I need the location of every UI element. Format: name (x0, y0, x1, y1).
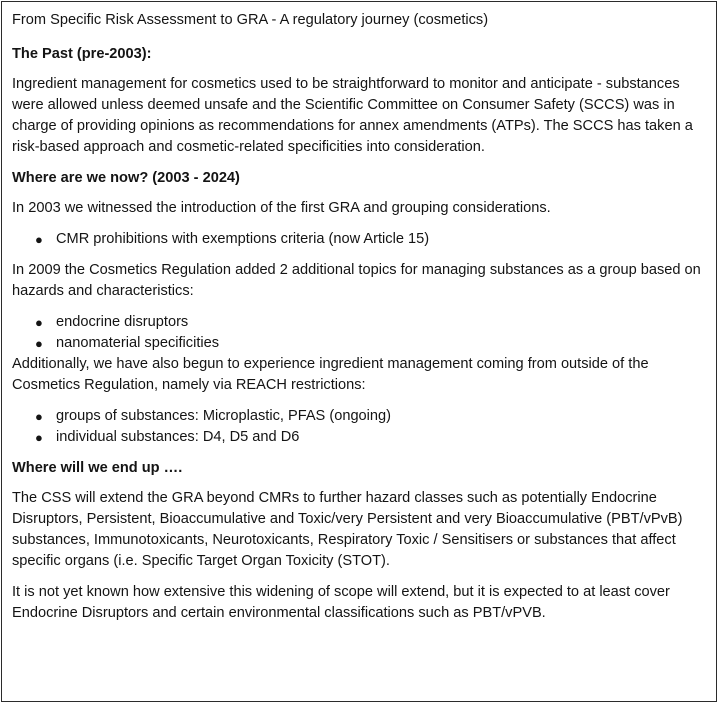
list-2003 (12, 229, 706, 250)
bullet-icon: ● (35, 232, 43, 247)
list-item (12, 427, 706, 448)
now-heading: Where are we now? (2003 - 2024) (12, 170, 240, 186)
past-heading: The Past (pre-2003): (12, 46, 152, 62)
document-frame (1, 1, 717, 702)
list-item-text: nanomaterial specificities (56, 335, 220, 351)
list-item (12, 229, 706, 250)
document-title: From Specific Risk Assessment to GRA - A regulatory journey (cosmetics) (12, 12, 489, 28)
list-item-text: CMR prohibitions with exemptions criteria (now Article 15) (56, 231, 430, 247)
list-item (12, 406, 706, 427)
now-intro-2009: In 2009 the Cosmetics Regulation added 2 additional topics for managing substances as a group based on hazards and characteristics: (12, 262, 701, 299)
bullet-icon: ● (35, 430, 43, 445)
list-item-text: groups of substances: Microplastic, PFAS (ongoing) (56, 408, 392, 424)
future-paragraph-2: It is not yet known how extensive this widening of scope will extend, but it is expected to at least cover Endocrine Disruptors and certain environmental classifications such as PBT/vPVB. (12, 584, 670, 621)
list-2009 (12, 312, 706, 354)
now-intro-reach: Additionally, we have also begun to experience ingredient management coming from outside of the Cosmetics Regulation, namely via REACH restrictions: (12, 356, 649, 393)
list-item-text: individual substances: D4, D5 and D6 (56, 429, 300, 445)
bullet-icon: ● (35, 336, 43, 351)
list-reach (12, 406, 706, 448)
list-item (12, 312, 706, 333)
bullet-icon: ● (35, 315, 43, 330)
past-paragraph: Ingredient management for cosmetics used to be straightforward to monitor and anticipate - substances were allowed unless deemed unsafe and the Scientific Committee on Consumer Safety (SCCS) was in charge of providing opinions as recommendations for annex amendments (ATPs). The SCCS has taken a risk-based approach and cosmetic-related specificities into consideration. (12, 76, 693, 155)
list-item-text: endocrine disruptors (56, 314, 189, 330)
future-paragraph-1: The CSS will extend the GRA beyond CMRs to further hazard classes such as potentially Endocrine Disruptors, Persistent, Bioaccumulative and Toxic/very Persistent and very Bioaccumulative (PBT/vPvB) substances, Immunotoxicants, Neurotoxicants, Respiratory Toxic / Sensitisers or substances that affect specific organs (i.e. Specific Target Organ Toxicity (STOT). (12, 490, 683, 569)
now-intro-2003: In 2003 we witnessed the introduction of the first GRA and grouping considerations. (12, 200, 551, 216)
bullet-icon: ● (35, 409, 43, 424)
list-item (12, 333, 706, 354)
future-heading: Where will we end up …. (12, 460, 183, 476)
